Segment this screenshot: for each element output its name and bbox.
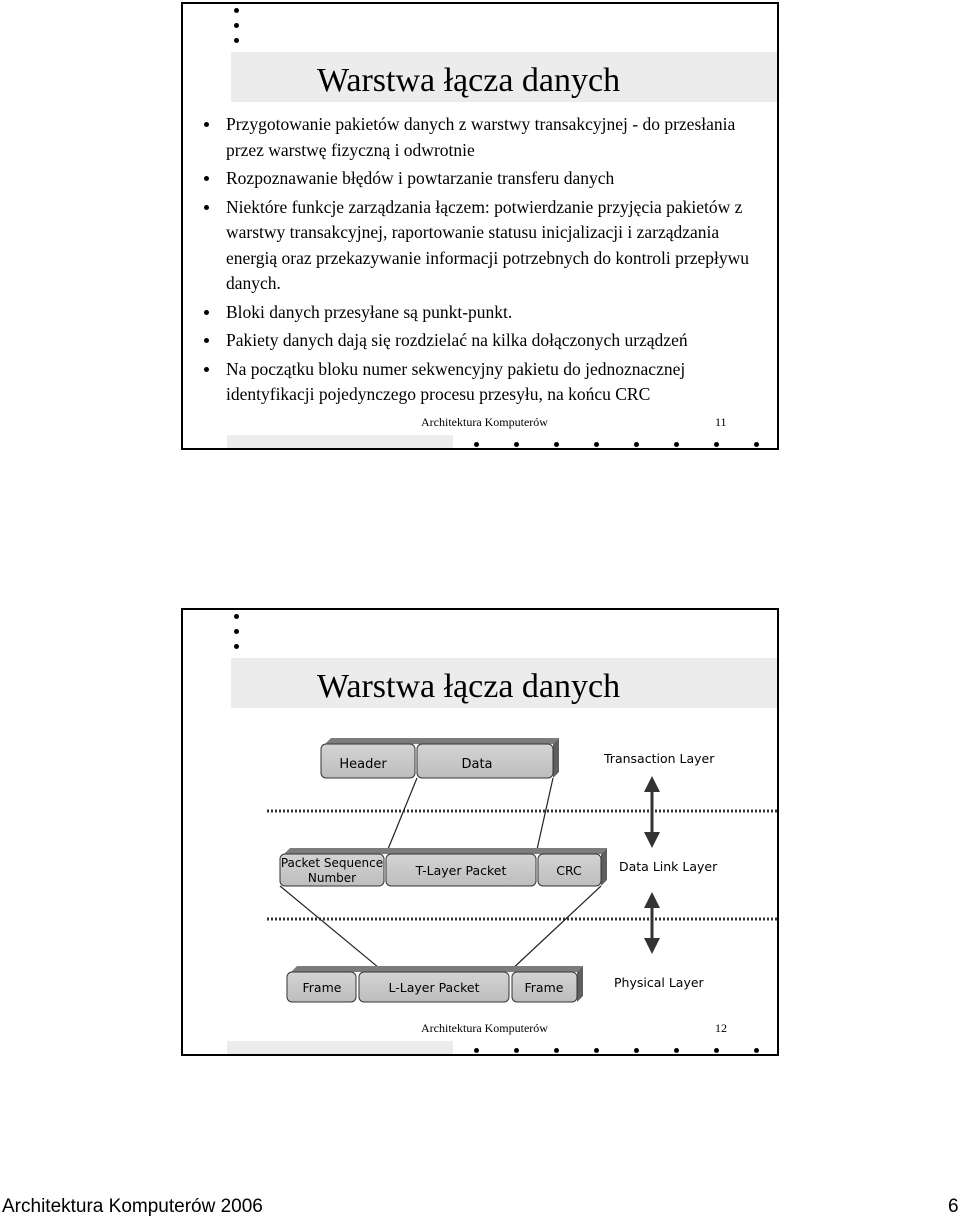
connector-line [536,778,553,854]
physical-row [287,966,583,1002]
header-label: Header [339,757,387,772]
bullet-list [203,112,763,411]
t-layer-packet-label: T-Layer Packet [415,863,507,878]
data-label: Data [461,757,493,772]
data-link-row [280,848,607,886]
bullet-item: Rozpoznawanie błędów i powtarzanie transferu danych [203,166,763,192]
connector-line [509,886,601,972]
layer-diagram [183,610,777,1054]
footer-band [227,435,453,450]
slide-11 [181,2,779,450]
l-layer-packet-label: L-Layer Packet [388,980,480,995]
physical-layer-label: Physical Layer [614,975,704,990]
decor-dots-vertical [234,8,244,53]
slide-footer-text: Architektura Komputerów [421,415,548,429]
transaction-row [321,738,559,778]
data-link-layer-label: Data Link Layer [619,859,718,874]
connector-line [386,778,417,854]
slide-title: Warstwa łącza danych [317,668,621,705]
bullet-item: Pakiety danych dają się rozdzielać na kilka dołączonych urządzeń [203,328,763,354]
bullet-item: Na początku bloku numer sekwencyjny pakietu do jednoznacznej identyfikacji pojedynczego procesu przesyłu, na końcu CRC [203,357,763,408]
slide-page-number: 12 [715,1021,727,1035]
slide-footer-text: Architektura Komputerów [421,1021,548,1035]
page-footer-number: 6 [948,1196,959,1217]
sequence-number-label-2: Number [307,871,357,885]
transaction-layer-label: Transaction Layer [604,751,715,766]
sequence-number-label-1: Packet Sequence [280,856,384,870]
page-footer-title: Architektura Komputerów 2006 [2,1196,263,1217]
bullet-item: Bloki danych przesyłane są punkt-punkt. [203,300,763,326]
crc-label: CRC [556,863,582,878]
footer-band [227,1041,453,1056]
bullet-item: Niektóre funkcje zarządzania łączem: potwierdzanie przyjęcia pakietów z warstwy transakcyjnej, raportowanie statusu inicjalizacji i zarządzania energią oraz przekazywanie informacji potrzebnych do kontroli przepływu danych. [203,195,763,297]
slide-page-number: 11 [715,415,727,429]
slide-title: Warstwa łącza danych [317,62,621,99]
bullet-item: Przygotowanie pakietów danych z warstwy transakcyjnej - do przesłania przez warstwę fizyczną i odwrotnie [203,112,763,163]
double-arrow-icon [644,892,660,954]
slide-12 [181,608,779,1056]
frame-label: Frame [524,980,564,995]
frame-label: Frame [302,980,342,995]
connector-line [280,886,384,972]
double-arrow-icon [644,776,660,848]
